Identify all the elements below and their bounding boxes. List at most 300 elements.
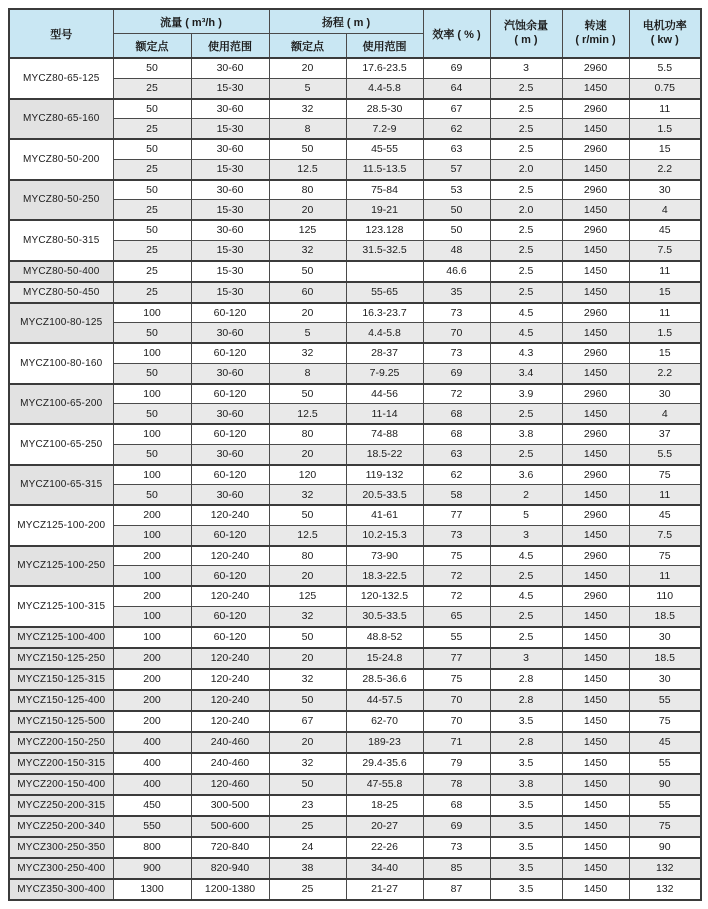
flow-rated-cell: 200 xyxy=(113,648,191,669)
head-rated-cell: 32 xyxy=(269,240,346,260)
flow-range-cell: 120-240 xyxy=(191,711,269,732)
npsh-cell: 4.5 xyxy=(490,586,562,606)
flow-rated-cell: 25 xyxy=(113,261,191,282)
speed-cell: 2960 xyxy=(562,586,629,606)
table-row xyxy=(9,119,701,139)
flow-range-cell: 120-240 xyxy=(191,586,269,606)
head-rated-cell: 125 xyxy=(269,220,346,240)
npsh-cell: 2.5 xyxy=(490,119,562,139)
head-range-cell: 75-84 xyxy=(346,180,423,200)
power-label-line2: ( kw ) xyxy=(650,33,679,46)
head-rated-cell: 80 xyxy=(269,180,346,200)
speed-cell: 1450 xyxy=(562,323,629,343)
table-row xyxy=(9,837,701,858)
head-rated-cell: 20 xyxy=(269,58,346,78)
npsh-cell: 2.5 xyxy=(490,444,562,464)
speed-cell: 1450 xyxy=(562,753,629,774)
head-rated-cell: 67 xyxy=(269,711,346,732)
npsh-cell: 2.0 xyxy=(490,200,562,220)
head-range-cell: 28.5-30 xyxy=(346,99,423,119)
speed-cell: 2960 xyxy=(562,424,629,444)
efficiency-cell: 64 xyxy=(423,78,490,98)
flow-range-cell: 120-240 xyxy=(191,546,269,566)
table-row xyxy=(9,303,701,323)
efficiency-cell: 58 xyxy=(423,485,490,505)
head-range-cell: 20-27 xyxy=(346,816,423,837)
flow-rated-cell: 400 xyxy=(113,753,191,774)
speed-cell: 1450 xyxy=(562,282,629,303)
npsh-cell: 3.5 xyxy=(490,795,562,816)
npsh-cell: 3.8 xyxy=(490,424,562,444)
efficiency-cell: 73 xyxy=(423,525,490,545)
head-range-cell: 62-70 xyxy=(346,711,423,732)
head-rated-cell: 5 xyxy=(269,78,346,98)
efficiency-cell: 70 xyxy=(423,690,490,711)
flow-rated-cell: 50 xyxy=(113,180,191,200)
head-rated-cell: 80 xyxy=(269,546,346,566)
power-cell: 11 xyxy=(629,566,701,586)
column-header-efficiency: 效率 ( % ) xyxy=(423,9,490,58)
flow-range-cell: 30-60 xyxy=(191,220,269,240)
head-rated-cell: 50 xyxy=(269,690,346,711)
power-cell: 30 xyxy=(629,384,701,404)
power-label-line1: 电机功率 xyxy=(642,19,687,32)
model-cell: MYCZ125-100-250 xyxy=(9,546,113,587)
speed-cell: 1450 xyxy=(562,879,629,901)
efficiency-cell: 87 xyxy=(423,879,490,901)
flow-rated-cell: 50 xyxy=(113,139,191,159)
table-row xyxy=(9,444,701,464)
power-cell: 11 xyxy=(629,485,701,505)
table-row xyxy=(9,648,701,669)
flow-rated-cell: 50 xyxy=(113,99,191,119)
table-row xyxy=(9,363,701,383)
flow-range-cell: 30-60 xyxy=(191,139,269,159)
model-cell: MYCZ80-50-400 xyxy=(9,261,113,282)
head-rated-cell: 50 xyxy=(269,774,346,795)
head-range-cell: 4.4-5.8 xyxy=(346,323,423,343)
head-rated-cell: 50 xyxy=(269,505,346,525)
column-header-model: 型号 xyxy=(9,9,113,58)
speed-cell: 1450 xyxy=(562,858,629,879)
speed-label-line2: ( r/min ) xyxy=(575,33,616,46)
head-range-cell: 20.5-33.5 xyxy=(346,485,423,505)
head-rated-cell: 32 xyxy=(269,99,346,119)
flow-rated-cell: 400 xyxy=(113,774,191,795)
npsh-cell: 5 xyxy=(490,505,562,525)
model-cell: MYCZ125-100-400 xyxy=(9,627,113,648)
flow-rated-cell: 900 xyxy=(113,858,191,879)
efficiency-cell: 77 xyxy=(423,505,490,525)
npsh-cell: 2.5 xyxy=(490,566,562,586)
head-rated-cell: 120 xyxy=(269,465,346,485)
efficiency-cell: 55 xyxy=(423,627,490,648)
table-row xyxy=(9,465,701,485)
efficiency-cell: 67 xyxy=(423,99,490,119)
efficiency-cell: 57 xyxy=(423,159,490,179)
head-rated-cell: 32 xyxy=(269,343,346,363)
efficiency-cell: 69 xyxy=(423,58,490,78)
flow-rated-cell: 450 xyxy=(113,795,191,816)
head-range-cell: 34-40 xyxy=(346,858,423,879)
flow-range-cell: 60-120 xyxy=(191,303,269,323)
npsh-cell: 3 xyxy=(490,58,562,78)
efficiency-cell: 73 xyxy=(423,837,490,858)
power-cell: 45 xyxy=(629,220,701,240)
speed-cell: 1450 xyxy=(562,795,629,816)
flow-rated-cell: 100 xyxy=(113,465,191,485)
power-cell: 30 xyxy=(629,627,701,648)
flow-range-cell: 30-60 xyxy=(191,444,269,464)
power-cell: 90 xyxy=(629,837,701,858)
flow-rated-cell: 25 xyxy=(113,240,191,260)
flow-range-cell: 30-60 xyxy=(191,323,269,343)
efficiency-cell: 73 xyxy=(423,303,490,323)
flow-range-cell: 15-30 xyxy=(191,282,269,303)
column-header-head: 扬程 ( m ) xyxy=(269,9,423,34)
head-range-cell: 19-21 xyxy=(346,200,423,220)
flow-rated-cell: 50 xyxy=(113,220,191,240)
power-cell: 2.2 xyxy=(629,159,701,179)
npsh-cell: 2.5 xyxy=(490,606,562,626)
table-header xyxy=(9,9,701,58)
power-cell: 132 xyxy=(629,858,701,879)
efficiency-cell: 50 xyxy=(423,200,490,220)
efficiency-cell: 70 xyxy=(423,711,490,732)
head-rated-cell: 24 xyxy=(269,837,346,858)
model-cell: MYCZ200-150-315 xyxy=(9,753,113,774)
table-row xyxy=(9,606,701,626)
speed-cell: 1450 xyxy=(562,648,629,669)
spec-table-body xyxy=(9,58,701,900)
flow-rated-cell: 50 xyxy=(113,444,191,464)
npsh-cell: 2.5 xyxy=(490,78,562,98)
table-row xyxy=(9,546,701,566)
efficiency-cell: 72 xyxy=(423,586,490,606)
speed-label-line1: 转速 xyxy=(584,19,607,32)
flow-rated-cell: 50 xyxy=(113,363,191,383)
head-range-cell: 44-57.5 xyxy=(346,690,423,711)
power-cell: 30 xyxy=(629,180,701,200)
flow-range-cell: 120-240 xyxy=(191,505,269,525)
model-cell: MYCZ100-65-200 xyxy=(9,384,113,425)
flow-range-cell: 60-120 xyxy=(191,424,269,444)
table-row xyxy=(9,404,701,424)
flow-rated-cell: 25 xyxy=(113,159,191,179)
head-range-cell: 74-88 xyxy=(346,424,423,444)
efficiency-cell: 63 xyxy=(423,444,490,464)
speed-cell: 2960 xyxy=(562,303,629,323)
table-row xyxy=(9,753,701,774)
head-range-cell: 15-24.8 xyxy=(346,648,423,669)
table-row xyxy=(9,139,701,159)
column-header-flow-rated: 额定点 xyxy=(113,34,191,59)
speed-cell: 1450 xyxy=(562,627,629,648)
flow-range-cell: 60-120 xyxy=(191,627,269,648)
npsh-cell: 2.5 xyxy=(490,180,562,200)
model-cell: MYCZ150-125-400 xyxy=(9,690,113,711)
column-header-head-range: 使用范围 xyxy=(346,34,423,59)
head-range-cell: 10.2-15.3 xyxy=(346,525,423,545)
speed-cell: 1450 xyxy=(562,525,629,545)
flow-rated-cell: 100 xyxy=(113,384,191,404)
head-range-cell: 22-26 xyxy=(346,837,423,858)
flow-range-cell: 30-60 xyxy=(191,99,269,119)
table-row xyxy=(9,879,701,901)
table-row xyxy=(9,774,701,795)
head-range-cell: 73-90 xyxy=(346,546,423,566)
speed-cell: 2960 xyxy=(562,505,629,525)
table-row xyxy=(9,816,701,837)
model-cell: MYCZ100-80-125 xyxy=(9,303,113,344)
power-cell: 75 xyxy=(629,546,701,566)
table-row xyxy=(9,261,701,282)
power-cell: 15 xyxy=(629,139,701,159)
speed-cell: 1450 xyxy=(562,200,629,220)
table-row xyxy=(9,78,701,98)
head-rated-cell: 50 xyxy=(269,627,346,648)
speed-cell: 1450 xyxy=(562,363,629,383)
power-cell: 15 xyxy=(629,343,701,363)
head-range-cell: 44-56 xyxy=(346,384,423,404)
head-range-cell xyxy=(346,261,423,282)
head-rated-cell: 50 xyxy=(269,384,346,404)
table-row xyxy=(9,485,701,505)
head-range-cell: 120-132.5 xyxy=(346,586,423,606)
model-cell: MYCZ150-125-500 xyxy=(9,711,113,732)
model-cell: MYCZ200-150-400 xyxy=(9,774,113,795)
head-range-cell: 21-27 xyxy=(346,879,423,901)
flow-range-cell: 30-60 xyxy=(191,180,269,200)
header-row-1 xyxy=(9,9,701,34)
power-cell: 18.5 xyxy=(629,606,701,626)
speed-cell: 2960 xyxy=(562,139,629,159)
efficiency-cell: 35 xyxy=(423,282,490,303)
speed-cell: 1450 xyxy=(562,711,629,732)
efficiency-cell: 65 xyxy=(423,606,490,626)
table-row xyxy=(9,795,701,816)
efficiency-cell: 63 xyxy=(423,139,490,159)
flow-rated-cell: 100 xyxy=(113,606,191,626)
flow-range-cell: 30-60 xyxy=(191,58,269,78)
power-cell: 30 xyxy=(629,669,701,690)
head-range-cell: 28-37 xyxy=(346,343,423,363)
model-cell: MYCZ125-100-200 xyxy=(9,505,113,546)
flow-rated-cell: 50 xyxy=(113,323,191,343)
head-range-cell: 4.4-5.8 xyxy=(346,78,423,98)
flow-range-cell: 120-240 xyxy=(191,690,269,711)
flow-range-cell: 15-30 xyxy=(191,78,269,98)
efficiency-cell: 79 xyxy=(423,753,490,774)
efficiency-cell: 73 xyxy=(423,343,490,363)
flow-range-cell: 15-30 xyxy=(191,240,269,260)
head-rated-cell: 50 xyxy=(269,261,346,282)
flow-rated-cell: 50 xyxy=(113,485,191,505)
speed-cell: 1450 xyxy=(562,690,629,711)
model-cell: MYCZ300-250-400 xyxy=(9,858,113,879)
model-cell: MYCZ100-65-250 xyxy=(9,424,113,465)
table-row xyxy=(9,711,701,732)
power-cell: 5.5 xyxy=(629,58,701,78)
efficiency-cell: 77 xyxy=(423,648,490,669)
flow-range-cell: 120-240 xyxy=(191,669,269,690)
npsh-cell: 3.5 xyxy=(490,711,562,732)
power-cell: 75 xyxy=(629,816,701,837)
head-rated-cell: 12.5 xyxy=(269,159,346,179)
power-cell: 75 xyxy=(629,465,701,485)
npsh-cell: 3.6 xyxy=(490,465,562,485)
npsh-cell: 3.4 xyxy=(490,363,562,383)
flow-rated-cell: 50 xyxy=(113,58,191,78)
flow-rated-cell: 25 xyxy=(113,200,191,220)
npsh-cell: 3 xyxy=(490,525,562,545)
table-row xyxy=(9,424,701,444)
column-header-head-rated: 额定点 xyxy=(269,34,346,59)
head-range-cell: 7-9.25 xyxy=(346,363,423,383)
power-cell: 5.5 xyxy=(629,444,701,464)
flow-range-cell: 15-30 xyxy=(191,119,269,139)
head-rated-cell: 5 xyxy=(269,323,346,343)
speed-cell: 1450 xyxy=(562,444,629,464)
flow-rated-cell: 400 xyxy=(113,732,191,753)
head-range-cell: 189-23 xyxy=(346,732,423,753)
efficiency-cell: 69 xyxy=(423,816,490,837)
power-cell: 1.5 xyxy=(629,323,701,343)
flow-range-cell: 240-460 xyxy=(191,753,269,774)
flow-range-cell: 1200-1380 xyxy=(191,879,269,901)
head-range-cell: 18.3-22.5 xyxy=(346,566,423,586)
efficiency-cell: 69 xyxy=(423,363,490,383)
column-header-flow-range: 使用范围 xyxy=(191,34,269,59)
head-range-cell: 18.5-22 xyxy=(346,444,423,464)
flow-range-cell: 720-840 xyxy=(191,837,269,858)
model-cell: MYCZ350-300-400 xyxy=(9,879,113,901)
speed-cell: 1450 xyxy=(562,606,629,626)
speed-cell: 1450 xyxy=(562,485,629,505)
model-cell: MYCZ250-200-340 xyxy=(9,816,113,837)
efficiency-cell: 71 xyxy=(423,732,490,753)
table-row xyxy=(9,627,701,648)
power-cell: 45 xyxy=(629,505,701,525)
head-rated-cell: 20 xyxy=(269,444,346,464)
head-rated-cell: 32 xyxy=(269,606,346,626)
efficiency-cell: 46.6 xyxy=(423,261,490,282)
flow-rated-cell: 1300 xyxy=(113,879,191,901)
table-row xyxy=(9,505,701,525)
flow-rated-cell: 100 xyxy=(113,566,191,586)
model-cell: MYCZ150-125-250 xyxy=(9,648,113,669)
head-range-cell: 28.5-36.6 xyxy=(346,669,423,690)
model-cell: MYCZ300-250-350 xyxy=(9,837,113,858)
flow-rated-cell: 100 xyxy=(113,525,191,545)
model-cell: MYCZ80-65-160 xyxy=(9,99,113,140)
head-range-cell: 45-55 xyxy=(346,139,423,159)
efficiency-cell: 68 xyxy=(423,424,490,444)
power-cell: 37 xyxy=(629,424,701,444)
head-range-cell: 16.3-23.7 xyxy=(346,303,423,323)
npsh-cell: 4.5 xyxy=(490,303,562,323)
head-rated-cell: 32 xyxy=(269,669,346,690)
flow-range-cell: 60-120 xyxy=(191,384,269,404)
head-rated-cell: 25 xyxy=(269,816,346,837)
speed-cell: 2960 xyxy=(562,465,629,485)
head-range-cell: 11.5-13.5 xyxy=(346,159,423,179)
speed-cell: 1450 xyxy=(562,774,629,795)
head-range-cell: 47-55.8 xyxy=(346,774,423,795)
head-range-cell: 55-65 xyxy=(346,282,423,303)
head-range-cell: 48.8-52 xyxy=(346,627,423,648)
power-cell: 0.75 xyxy=(629,78,701,98)
flow-rated-cell: 100 xyxy=(113,424,191,444)
power-cell: 55 xyxy=(629,753,701,774)
speed-cell: 1450 xyxy=(562,119,629,139)
npsh-cell: 4.5 xyxy=(490,546,562,566)
model-cell: MYCZ250-200-315 xyxy=(9,795,113,816)
head-rated-cell: 60 xyxy=(269,282,346,303)
model-cell: MYCZ100-65-315 xyxy=(9,465,113,506)
speed-cell: 2960 xyxy=(562,180,629,200)
flow-rated-cell: 800 xyxy=(113,837,191,858)
table-row xyxy=(9,690,701,711)
power-cell: 4 xyxy=(629,200,701,220)
speed-cell: 1450 xyxy=(562,159,629,179)
npsh-cell: 3.5 xyxy=(490,879,562,901)
efficiency-cell: 70 xyxy=(423,323,490,343)
speed-cell: 2960 xyxy=(562,220,629,240)
npsh-cell: 4.3 xyxy=(490,343,562,363)
table-row xyxy=(9,343,701,363)
flow-rated-cell: 25 xyxy=(113,78,191,98)
npsh-cell: 2.5 xyxy=(490,220,562,240)
column-header-flow: 流量 ( m³/h ) xyxy=(113,9,269,34)
npsh-cell: 3.5 xyxy=(490,816,562,837)
efficiency-cell: 75 xyxy=(423,669,490,690)
efficiency-cell: 68 xyxy=(423,795,490,816)
flow-rated-cell: 200 xyxy=(113,711,191,732)
model-cell: MYCZ100-80-160 xyxy=(9,343,113,384)
model-cell: MYCZ80-50-200 xyxy=(9,139,113,180)
head-range-cell: 7.2-9 xyxy=(346,119,423,139)
flow-range-cell: 120-240 xyxy=(191,648,269,669)
flow-range-cell: 240-460 xyxy=(191,732,269,753)
npsh-cell: 2.8 xyxy=(490,669,562,690)
speed-cell: 1450 xyxy=(562,261,629,282)
model-cell: MYCZ125-100-315 xyxy=(9,586,113,627)
flow-range-cell: 60-120 xyxy=(191,465,269,485)
head-range-cell: 123.128 xyxy=(346,220,423,240)
table-row xyxy=(9,220,701,240)
head-rated-cell: 8 xyxy=(269,363,346,383)
table-row xyxy=(9,200,701,220)
power-cell: 132 xyxy=(629,879,701,901)
speed-cell: 2960 xyxy=(562,546,629,566)
table-row xyxy=(9,159,701,179)
table-row xyxy=(9,282,701,303)
npsh-cell: 3.9 xyxy=(490,384,562,404)
npsh-cell: 2.8 xyxy=(490,732,562,753)
efficiency-cell: 85 xyxy=(423,858,490,879)
npsh-cell: 3.5 xyxy=(490,753,562,774)
npsh-cell: 2.8 xyxy=(490,690,562,711)
column-header-power xyxy=(629,9,701,58)
npsh-cell: 2.0 xyxy=(490,159,562,179)
efficiency-cell: 75 xyxy=(423,546,490,566)
speed-cell: 1450 xyxy=(562,404,629,424)
table-row xyxy=(9,669,701,690)
npsh-cell: 2 xyxy=(490,485,562,505)
flow-rated-cell: 100 xyxy=(113,303,191,323)
efficiency-cell: 72 xyxy=(423,384,490,404)
